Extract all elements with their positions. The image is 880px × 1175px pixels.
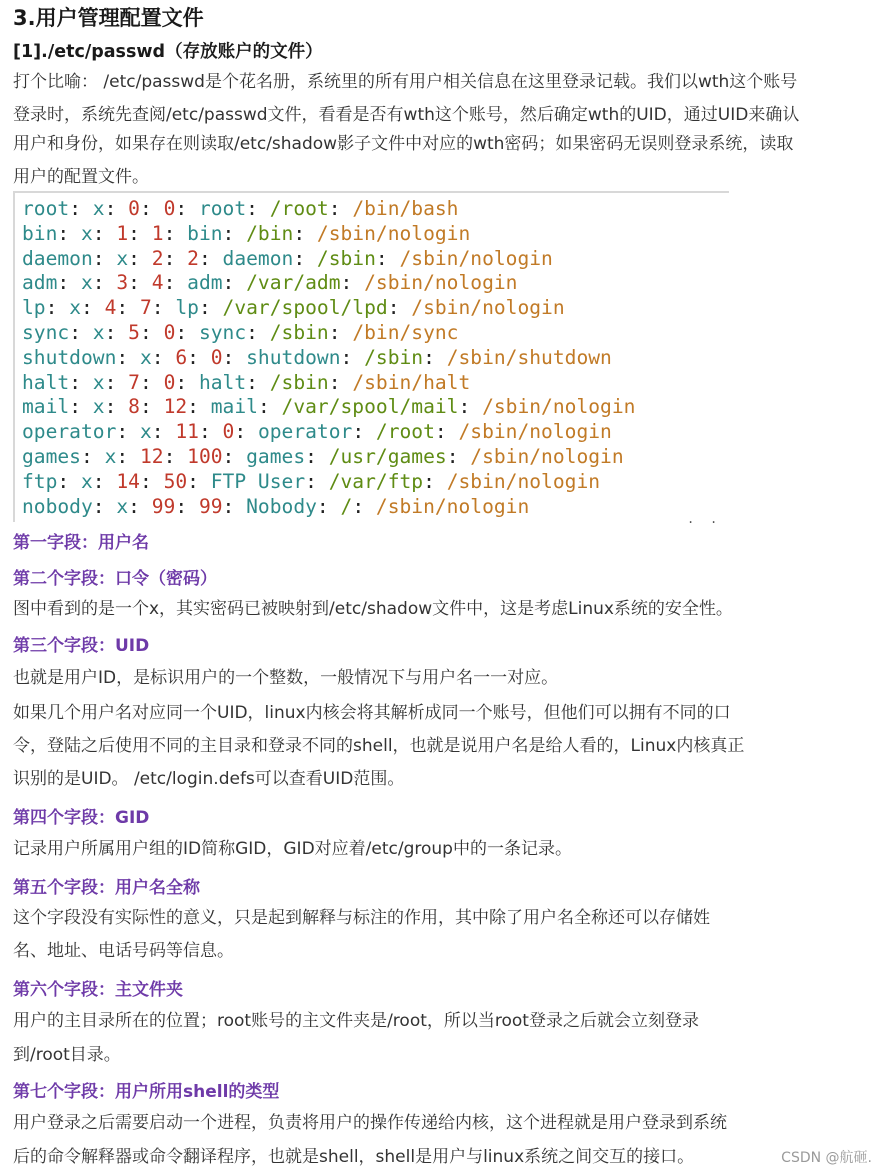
uid: 12 [139,445,164,468]
field-separator: : [187,395,211,419]
full-name: sync [198,321,247,344]
username: sync [22,321,70,344]
field-separator: : [139,321,164,344]
field3-heading: 第三个字段：UID [13,636,150,656]
password-field: x [92,197,105,220]
uid: 6 [175,345,188,369]
field5-heading: 第五个字段：用户名全称 [13,878,200,898]
field-separator: : [222,494,247,518]
home-directory: /var/spool/mail [281,395,459,419]
password-field: x [80,221,93,245]
field-separator: : [175,494,199,518]
password-field: x [116,494,129,518]
uid: 4 [104,296,117,320]
field-separator: : [92,469,117,493]
home-directory: /root [375,420,435,444]
field-separator: : [57,271,81,295]
login-shell: /sbin/shutdown [446,345,612,369]
intro-line: 用户和身份，如果存在则读取/etc/shadow影子文件中对应的wth密码；如果密码无误则登录系统，读取 [13,134,794,154]
field-separator: : [128,494,152,518]
login-shell: /sbin/nologin [482,395,636,419]
password-field: x [139,420,152,444]
gid: 0 [163,197,176,220]
full-name: FTP User [210,469,306,493]
field-separator: : [198,246,223,270]
uid: 1 [116,221,129,245]
field-separator: : [104,321,129,344]
uid: 0 [128,197,140,220]
uid: 5 [128,321,140,344]
uid: 3 [116,271,129,295]
field-separator: : [151,345,176,369]
field-separator: : [69,370,93,394]
home-directory: /bin [246,221,294,245]
passwd-line [22,296,565,321]
field1-heading: 第一字段：用户名 [13,533,149,553]
full-name: shutdown [246,345,341,369]
full-name: mail [210,395,258,419]
home-directory: /sbin [269,370,329,394]
passwd-line [22,371,470,396]
gid: 0 [222,420,235,444]
passwd-line [22,197,458,222]
field-separator: : [104,197,129,220]
login-shell: /sbin/halt [352,370,471,394]
password-field: x [92,321,105,344]
full-name: lp [175,296,199,320]
username: halt [22,370,70,394]
password-field: x [92,395,105,419]
home-directory: /sbin [269,321,329,344]
field-separator: : [116,445,140,468]
intro-line: 用户的配置文件。 [13,167,149,187]
field-separator: : [163,271,188,295]
gid: 0 [210,345,223,369]
field-separator: : [222,345,247,369]
password-field: x [116,246,129,270]
username: lp [22,296,46,320]
field-separator: : [104,395,129,419]
field5-text: 这个字段没有实际性的意义，只是起到解释与标注的作用，其中除了用户名全称还可以存储姓 [13,908,710,928]
field2-text: 图中看到的是一个x，其实密码已被映射到/etc/shadow文件中，这是考虑Linux系统的安全性。 [13,599,733,619]
username: games [22,445,81,468]
field3-text: 如果几个用户名对应同一个UID，linux内核会将其解析成同一个账号，但他们可以拥有不同的口 [13,703,731,723]
field-separator: : [69,321,93,344]
field-separator: : [128,246,152,270]
field-separator: : [293,221,317,245]
field-separator: : [163,221,188,245]
field-separator: : [234,420,258,444]
field-separator: : [340,345,365,369]
field-separator: : [45,296,70,320]
passwd-line [22,247,553,272]
field6-text: 用户的主目录所在的位置；root账号的主文件夹是/root，所以当root登录之后就会立刻登录 [13,1011,699,1031]
field-separator: : [387,296,412,320]
gid: 1 [151,221,164,245]
field-separator: : [198,296,223,320]
passwd-line [22,321,458,346]
field3-text: 也就是用户ID，是标识用户的一个整数，一般情况下与用户名一一对应。 [13,668,559,688]
field4-heading: 第四个字段：GID [13,808,150,828]
full-name: bin [187,221,223,245]
home-directory: /sbin [316,246,376,270]
subsection-title: [1]./etc/passwd（存放账户的文件） [13,42,323,62]
password-field: x [139,345,152,369]
field-separator: : [340,271,365,295]
field-separator: : [423,345,447,369]
login-shell: /sbin/nologin [446,469,601,493]
uid: 7 [128,370,140,394]
field-separator: : [175,370,199,394]
password-field: x [80,271,93,295]
login-shell: /sbin/nologin [411,296,565,320]
gid: 12 [163,395,188,419]
field-separator: : [246,370,270,394]
field-separator: : [92,221,117,245]
field-separator: : [57,221,81,245]
field7-text: 后的命令解释器或命令翻译程序，也就是shell，shell是用户与linux系统之间交互的接口。 [13,1147,695,1167]
passwd-line [22,445,624,470]
username: shutdown [22,345,117,369]
field-separator: : [151,420,176,444]
field-separator: : [163,445,188,468]
field-separator: : [80,445,105,468]
field-separator: : [128,221,152,245]
field-separator: : [187,469,211,493]
field-separator: : [222,221,247,245]
passwd-line [22,346,612,371]
password-field: x [80,469,93,493]
home-directory: /root [269,197,329,220]
password-field: x [92,370,105,394]
field-separator: : [222,445,247,468]
gid: 100 [187,445,223,468]
field-separator: : [257,395,282,419]
password-field: x [69,296,81,320]
intro-line: 登录时，系统先查阅/etc/passwd文件，看看是否有wth这个账号，然后确定wth的UID，通过UID来确认 [13,105,800,125]
field-separator: : [163,246,188,270]
field-separator: : [222,271,247,295]
home-directory: /var/adm [246,271,341,295]
uid: 11 [175,420,199,444]
uid: 8 [128,395,140,419]
field-separator: : [151,296,176,320]
gid: 4 [151,271,164,295]
home-directory: /var/ftp [328,469,424,493]
field-separator: : [57,469,81,493]
uid: 99 [151,494,176,518]
field-separator: : [175,197,199,220]
gid: 7 [139,296,152,320]
login-shell: /bin/sync [352,321,459,344]
field-separator: : [352,494,376,518]
password-field: x [104,445,117,468]
full-name: games [246,445,306,468]
field-separator: : [446,445,471,468]
passwd-file-listing [13,191,729,522]
field-separator: : [139,395,164,419]
field-separator: : [175,321,199,344]
field7-text: 用户登录之后需要启动一个进程，负责将用户的操作传递给内核，这个进程就是用户登录到系统 [13,1113,727,1133]
login-shell: /sbin/nologin [399,246,553,270]
field-separator: : [423,469,447,493]
gid: 0 [163,370,176,394]
username: daemon [22,246,93,270]
passwd-line [22,222,470,247]
full-name: root [198,197,247,220]
full-name: Nobody [246,494,317,518]
full-name: adm [187,271,223,295]
field-separator: : [187,345,211,369]
field-separator: : [128,271,152,295]
passwd-line [22,395,635,420]
field-separator: : [69,395,93,419]
field-separator: : [69,197,93,220]
gid: 2 [187,246,199,270]
watermark: CSDN @航砸. [781,1150,872,1166]
field-separator: : [92,246,117,270]
home-directory: / [340,494,353,518]
field-separator: : [116,296,140,320]
field-separator: : [139,197,164,220]
uid: 14 [116,469,140,493]
login-shell: /sbin/nologin [470,445,624,468]
field-separator: : [434,420,459,444]
field-separator: : [375,246,400,270]
field7-heading: 第七个字段：用户所用shell的类型 [13,1082,280,1102]
field-separator: : [328,370,353,394]
home-directory: /var/spool/lpd [222,296,388,320]
login-shell: /sbin/nologin [364,271,518,295]
home-directory: /usr/games [328,445,447,468]
gid: 99 [198,494,223,518]
field-separator: : [328,197,353,220]
username: mail [22,395,70,419]
field-separator: : [458,395,483,419]
field3-text: 令，登陆之后使用不同的主目录和登录不同的shell，也就是说用户名是给人看的，Linux内核真正 [13,736,745,756]
field-separator: : [139,469,164,493]
field-separator: : [328,321,353,344]
field4-text: 记录用户所属用户组的ID简称GID，GID对应着/etc/group中的一条记录。 [13,839,572,859]
passwd-line [22,271,517,296]
article: 3.用户管理配置文件 [1]./etc/passwd（存放账户的文件） 打个比喻： /etc/passwd是个花名册，系统里的所有用户相关信息在这里登录记载。我们以wth这个账号 登录时，系统先查阅/etc/passwd文件，看看是否有wth这个账号，然后确定wth的UID，通过UID来确认 用户和身份，如果存在则读取/etc/shadow影子文件中对应的wth密码；如果密码无误则登录系统，读取 用户的配置文件。 root: x: 0: 0: root: /root: /bin/bash bin: x: 1: 1: bin: /bin: /sbin/nologin daemon: x: 2: 2: daemon: /sbin: /sbin/nologin adm: x: 3: 4: adm: /var/adm: /sbin/nologin lp: x: 4: 7: lp: /var/spool/lpd: /sbin/nologin sync: x: 5: 0: sync: /sbin: /bin/sync shutdown: x: 6: 0: shutdown: /sbin: /sbin/shutdown halt: x: 7: 0: halt: /sbin: /sbin/halt mail: x: 8: 12: mail: /var/spool/mail: /sbin/nologin operator: x: 11: 0: operator: /root: /sbin/nologin games: x: 12: 100: games: /usr/games: /sbin/nologin ftp: x: 14: 50: FTP User: /var/ftp: /sbin/nologin nobody: x: 99: 99: Nobody: /: /sbin/nologin . . 第一字段：用户名 第二个字段：口令（密码） 图中看到的是一个x，其实密码已被映射到/etc/shadow文件中，这是考虑Linux系统的安全性。 第三个字段：UID 也就是用户ID，是标识用户的一个整数，一般情况下与用户名一一对应。 如果几个用户名对应同一个UID，linux内核会将其解析成同一个账号，但他们可以拥有不同的口 令，登陆之后使用不同的主目录和登录不同的shell，也就是说用户名是给人看的，Linux内核真正 识别的是UID。 /etc/login.defs可以查看UID范围。 第四个字段：GID 记录用户所属用户组的ID简称GID，GID对应着/etc/group中的一条记录。 第五个字段：用户名全称 这个字段没有实际性的意义，只是起到解释与标注的作用，其中除了用户名全称还可以存储姓 名、地址、电话号码等信息。 第六个字段：主文件夹 用户的主目录所在的位置；root账号的主文件夹是/root，所以当root登录之后就会立刻登录 到/root目录。 第七个字段：用户所用shell的类型 用户登录之后需要启动一个进程，负责将用户的操作传递给内核，这个进程就是用户登录到系统 后的命令解释器或命令翻译程序，也就是shell，shell是用户与linux系统之间交互的接口。 CSDN @航砸. [0,0,880,1175]
username: root [22,197,70,220]
login-shell: /sbin/nologin [375,494,530,518]
field2-heading: 第二个字段：口令（密码） [13,569,217,589]
field-separator: : [305,445,329,468]
field-separator: : [305,469,329,493]
full-name: halt [198,370,247,394]
username: bin [22,221,58,245]
field-separator: : [246,197,270,220]
field-separator: : [316,494,341,518]
field-separator: : [293,246,317,270]
field-separator: : [104,370,129,394]
home-directory: /sbin [364,345,424,369]
section-title: 3.用户管理配置文件 [13,6,204,30]
passwd-line [22,495,529,520]
field-separator: : [352,420,376,444]
passwd-line [22,470,600,495]
intro-line: 打个比喻： /etc/passwd是个花名册，系统里的所有用户相关信息在这里登录记载。我们以wth这个账号 [13,72,798,92]
full-name: daemon [222,246,294,270]
field3-text: 识别的是UID。 /etc/login.defs可以查看UID范围。 [13,769,405,789]
username: operator [22,420,117,444]
field5-text: 名、地址、电话号码等信息。 [13,941,234,961]
field-separator: : [246,321,270,344]
login-shell: /sbin/nologin [316,221,471,245]
field-separator: : [139,370,164,394]
gid: 0 [163,321,176,344]
login-shell: /sbin/nologin [458,420,612,444]
gid: 50 [163,469,188,493]
field-separator: : [116,420,140,444]
field-separator: : [92,494,117,518]
field-separator: : [116,345,140,369]
passwd-line [22,420,612,445]
username: ftp [22,469,58,493]
username: adm [22,271,58,295]
field-separator: : [80,296,105,320]
uid: 2 [151,246,164,270]
field6-text: 到/root目录。 [13,1045,121,1065]
field6-heading: 第六个字段：主文件夹 [13,980,183,1000]
full-name: operator [257,420,353,444]
field-separator: : [92,271,117,295]
username: nobody [22,494,93,518]
login-shell: /bin/bash [352,197,459,220]
field-separator: : [198,420,223,444]
